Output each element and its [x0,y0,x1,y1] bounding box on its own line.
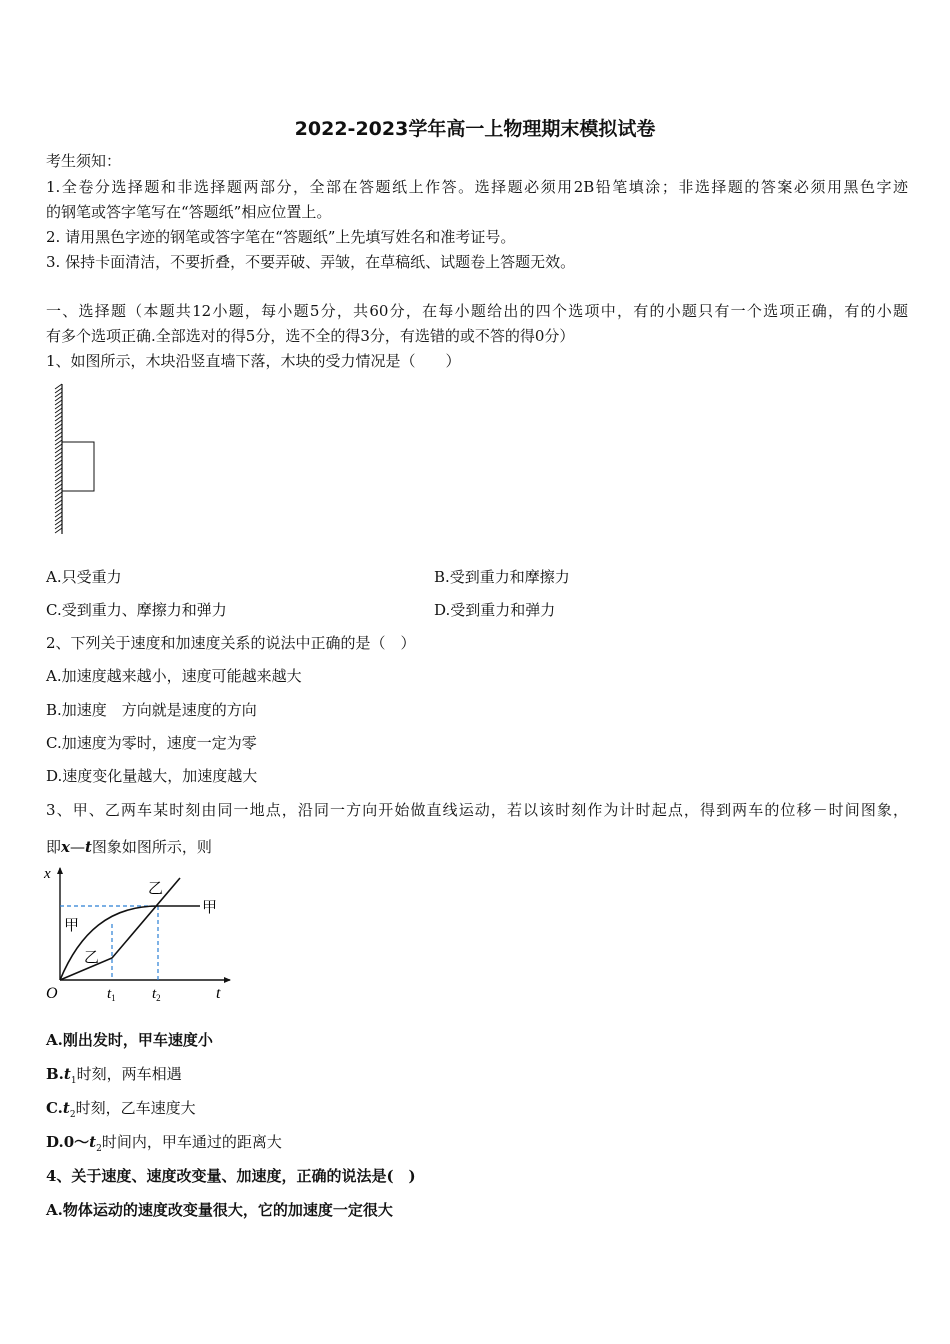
q3-option-b-text: 时刻，两车相遇 [76,1065,182,1083]
label-yi-curve: 乙 [84,950,100,966]
page-title: 2022-2023学年高一上物理期末模拟试卷 [294,118,656,140]
wooden-block [62,442,94,491]
axis-label-t: t [216,985,221,1002]
curve-jia [60,906,200,980]
q3-option-d-sub: 2 [96,1144,102,1154]
q2-option-a: A.加速度越来越小，速度可能越来越大 [46,667,302,685]
t2-label [152,986,161,1003]
q2-option-d: D.速度变化量越大，加速度越大 [46,767,258,785]
section-1-instructions-line-1: 一、选择题（本题共12小题，每小题5分，共60分，在每小题给出的四个选项中，有的小题只有一个选项正确，有的小题 [46,302,908,320]
t2-subscript: 2 [156,993,161,1003]
label-yi-top: 乙 [148,881,164,897]
q1-option-b: B.受到重力和摩擦力 [434,568,570,586]
q1-option-d: D.受到重力和弹力 [434,601,556,619]
q3-option-b-sub: 1 [70,1076,77,1086]
origin-label: O [46,985,58,1002]
q3-stem-line-2 [46,837,212,857]
t1-label [107,986,116,1003]
q3-option-c-var: t [62,1099,70,1117]
notice-heading: 考生须知： [46,152,122,170]
q3-option-d-letter: D.0～ [46,1133,90,1151]
t1-subscript: 1 [111,993,116,1003]
section-1-instructions-line-2: 有多个选项正确.全部选对的得5分，选不全的得3分，有选错的或不答的得0分） [46,327,575,345]
q3-option-c-sub: 2 [69,1110,76,1120]
label-jia-curve: 甲 [64,918,80,934]
q3-stem-var-x: x [61,838,70,856]
q3-option-b-letter: B. [46,1065,64,1083]
q3-option-a [46,1030,213,1050]
label-jia-end: 甲 [202,900,218,916]
t2-var: t [152,986,157,1002]
q3-option-c [46,1098,196,1125]
q1-option-a: A.只受重力 [46,568,122,586]
q3-option-d-text: 时间内，甲车通过的距离大 [101,1133,282,1151]
q3-option-c-letter: C. [46,1099,63,1117]
axis-label-x: x [44,866,51,882]
q1-wall-figure [50,384,110,536]
q3-option-c-text: 时刻，乙车速度大 [75,1099,196,1117]
q3-option-b-var: t [63,1065,71,1083]
q4-option-a [46,1200,393,1220]
notice-item-2: 2. 请用黑色字迹的钢笔或答字笔在“答题纸”上先填写姓名和准考证号。 [46,228,516,246]
q3-option-b [46,1064,182,1091]
q2-option-c: C.加速度为零时，速度一定为零 [46,734,257,752]
q3-stem-prefix: 即 [46,838,62,856]
notice-item-3: 3. 保持卡面清洁，不要折叠，不要弄破、弄皱，在草稿纸、试题卷上答题无效。 [46,253,576,271]
q3-option-d [46,1132,282,1159]
wall-hatching [55,384,62,533]
q4-stem-text: 4、关于速度、速度改变量、加速度，正确的说法是( ) [46,1167,416,1185]
q3-stem-dash: — [69,838,85,856]
notice-item-1-line-2: 的钢笔或答字笔写在“答题纸”相应位置上。 [46,203,332,221]
t1-var: t [107,986,112,1002]
q3-stem-var-t: t [84,838,92,856]
q2-stem: 2、下列关于速度和加速度关系的说法中正确的是（ ） [46,634,416,652]
notice-item-1-line-1: 1.全卷分选择题和非选择题两部分，全部在答题纸上作答。选择题必须用2B铅笔填涂；非选择题的答案必须用黑色字迹 [46,178,908,196]
q1-stem: 1、如图所示，木块沿竖直墙下落，木块的受力情况是（ ） [46,352,461,370]
q3-xt-graph [40,862,240,1004]
q3-option-a-text: A.刚出发时，甲车速度小 [46,1031,213,1049]
q4-option-a-text: A.物体运动的速度改变量很大，它的加速度一定很大 [46,1201,393,1219]
q4-stem [46,1166,416,1186]
q3-stem-line-1: 3、甲、乙两车某时刻由同一地点，沿同一方向开始做直线运动，若以该时刻作为计时起点，得到两车的位移－时间图象， [46,801,908,819]
q3-stem-suffix: 图象如图所示，则 [91,838,212,856]
q3-option-d-var: t [89,1133,97,1151]
q2-option-b: B.加速度 方向就是速度的方向 [46,701,257,719]
q1-option-c: C.受到重力、摩擦力和弹力 [46,601,227,619]
